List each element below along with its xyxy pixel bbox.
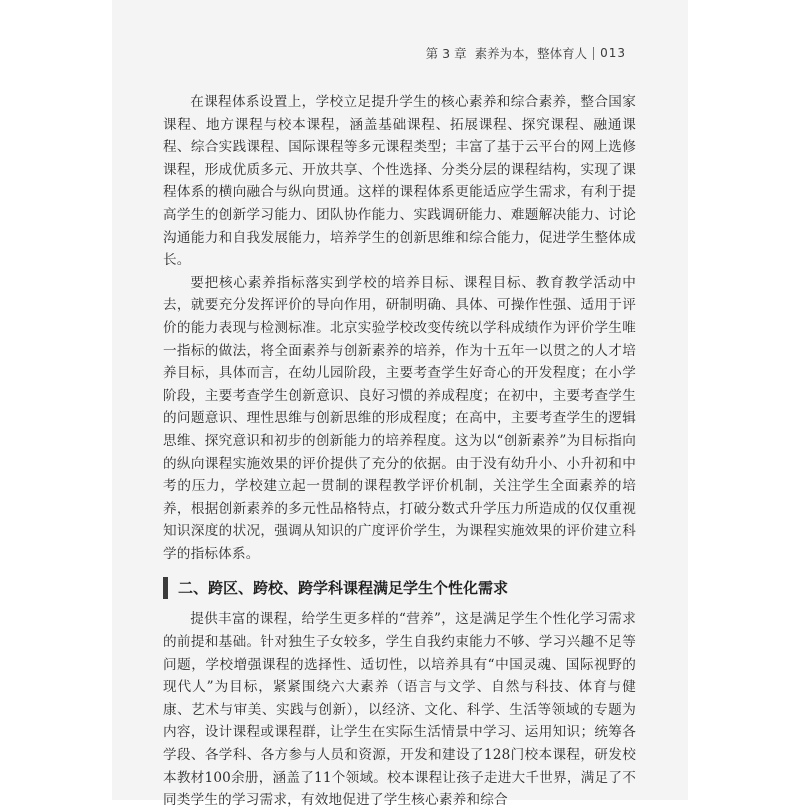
chapter-label: 第 3 章 bbox=[425, 46, 467, 61]
running-head bbox=[426, 44, 626, 62]
paragraph-evaluation: 要把核心素养指标落实到学校的培养目标、课程目标、教育教学活动中去，就要充分发挥评价的导向作用，研制明确、具体、可操作性强、适用于评价的能力表现与检测标准。北京实验学校改变传统以学科成绩作为评价学生唯一指标的做法，将全面素养与创新素养的培养，作为十五年一以贯之的人才培养目标，具体而言，在幼儿园阶段，主要考查学生好奇心的开发程度；在小学阶段，主要考查学生创新意识、良好习惯的养成程度；在初中，主要考查学生的问题意识、理性思维与创新思维的形成程度；在高中，主要考查学生的逻辑思维、探究意识和初步的创新能力的培养程度。这为以“创新素养”为目标指向的纵向课程实施效果的评价提供了充分的依据。由于没有幼升小、小升初和中考的压力，学校建立起一贯制的课程教学评价机制，关注学生全面素养的培养，根据创新素养的多元性品格特点，打破分数式升学压力所造成的仅仅重视知识深度的状况，强调从知识的广度评价学生，为课程实施效果的评价建立科学的指标体系。 bbox=[163, 274, 636, 562]
chapter-title: 素养为本，整体育人 bbox=[474, 46, 588, 61]
paragraph-curriculum-system: 在课程体系设置上，学校立足提升学生的核心素养和综合素养，整合国家课程、地方课程与校本课程，涵盖基础课程、拓展课程、探究课程、融通课程、综合实践课程、国际课程等多元课程类型；丰富了基于云平台的网上选修课程，形成优质多元、开放共享、个性选择、分类分层的课程结构，实现了课程体系的横向融合与纵向贯通。这样的课程体系更能适应学生需求，有利于提高学生的创新学习能力、团队协作能力、实践调研能力、难题解决能力、讨论沟通能力和自我发展能力，培养学生的创新思维和综合能力，促进学生整体成长。 bbox=[163, 94, 636, 269]
paragraph-rich-courses: 提供丰富的课程，给学生更多样的“营养”，这是满足学生个性化学习需求的前提和基础。针对独生子女较多，学生自我约束能力不够、学习兴趣不足等问题，学校增强课程的选择性、适切性，以培养具有“中国灵魂、国际视野的现代人”为目标，紧紧围绕六大素养（语言与文学、自然与科技、体育与健康、艺术与审美、实践与创新），以经济、文化、科学、生活等领域的专题为内容，设计课程或课程群，让学生在实际生活情景中学习、运用知识；统筹各学段、各学科、各方参与人员和资源，开发和建设了128门校本课程，研发校本教材100余册，涵盖了11个领域。校本课程让孩子走进大千世界，满足了不同类学生的学习需求，有效地促进了学生核心素养和综合 bbox=[163, 611, 636, 809]
header-divider bbox=[593, 47, 594, 60]
section-heading: 二、跨区、跨校、跨学科课程满足学生个性化需求 bbox=[163, 577, 636, 599]
page-number: 013 bbox=[600, 46, 626, 60]
body-text bbox=[163, 91, 636, 812]
book-page bbox=[112, 0, 688, 809]
